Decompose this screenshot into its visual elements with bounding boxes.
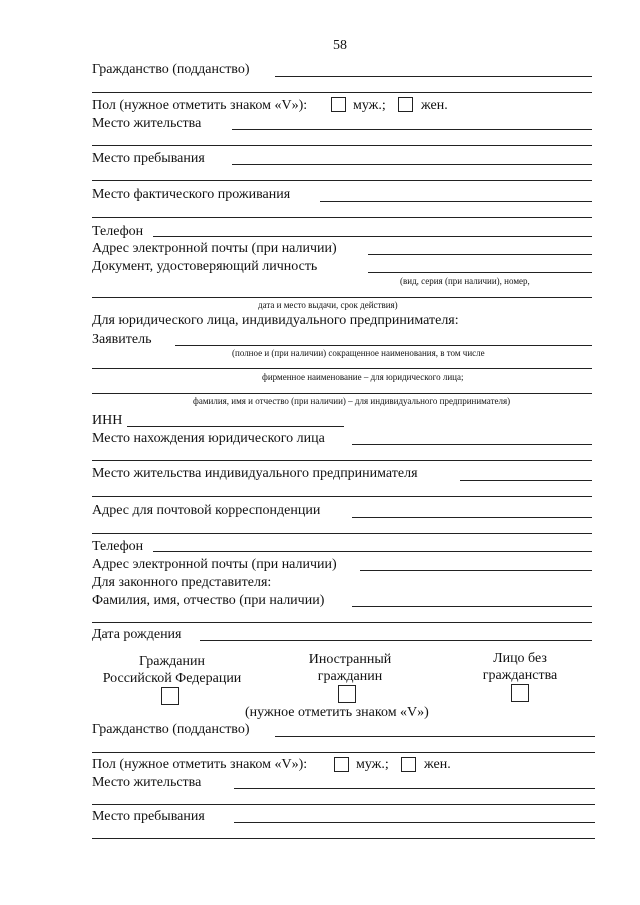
legal-phone-field[interactable] xyxy=(153,551,592,552)
inn-field[interactable] xyxy=(127,426,344,427)
rep-stay-field[interactable] xyxy=(234,822,595,823)
page-number: 58 xyxy=(333,38,347,53)
foreign-citizen-checkbox[interactable] xyxy=(338,685,356,703)
option-rf-citizen-line2: Российской Федерации xyxy=(102,671,242,686)
ie-residence-field-line2[interactable] xyxy=(92,496,592,497)
id-document-field-line2[interactable] xyxy=(92,297,592,298)
actual-residence-label: Место фактического проживания xyxy=(92,187,291,202)
ie-residence-field[interactable] xyxy=(460,480,592,481)
rep-sex-label: Пол (нужное отметить знаком «V»): xyxy=(92,757,308,772)
legal-location-label: Место нахождения юридического лица xyxy=(92,431,325,446)
option-stateless-line1: Лицо без xyxy=(493,651,547,666)
rep-female-checkbox[interactable] xyxy=(401,757,416,772)
rep-residence-field[interactable] xyxy=(234,788,595,789)
postal-address-field[interactable] xyxy=(352,517,592,518)
birth-date-label: Дата рождения xyxy=(92,627,182,642)
legal-location-field-line2[interactable] xyxy=(92,460,592,461)
legal-email-field[interactable] xyxy=(360,570,592,571)
legal-heading: Для юридического лица, индивидуального предпринимателя: xyxy=(92,313,459,328)
female-label: жен. xyxy=(421,98,448,113)
option-foreign-line1: Иностранный xyxy=(308,652,392,667)
rep-stay-label: Место пребывания xyxy=(92,809,205,824)
rep-citizenship-field-line2[interactable] xyxy=(92,752,595,753)
ie-residence-label: Место жительства индивидуального предпринимателя xyxy=(92,466,418,481)
representative-heading: Для законного представителя: xyxy=(92,575,272,590)
stay-field[interactable] xyxy=(232,164,592,165)
legal-email-label: Адрес электронной почты (при наличии) xyxy=(92,557,337,572)
citizenship-field-line2[interactable] xyxy=(92,92,592,93)
actual-residence-field[interactable] xyxy=(320,201,592,202)
applicant-label: Заявитель xyxy=(92,332,152,347)
email-field[interactable] xyxy=(368,254,592,255)
male-checkbox[interactable] xyxy=(331,97,346,112)
male-label: муж.; xyxy=(353,98,386,113)
id-document-field[interactable] xyxy=(368,272,592,273)
rep-name-field-line2[interactable] xyxy=(92,622,592,623)
rep-male-label: муж.; xyxy=(356,757,389,772)
citizenship-field[interactable] xyxy=(275,76,592,77)
stay-label: Место пребывания xyxy=(92,151,205,166)
stay-field-line2[interactable] xyxy=(92,180,592,181)
actual-residence-field-line2[interactable] xyxy=(92,217,592,218)
applicant-field-line3[interactable] xyxy=(92,393,592,394)
rf-citizen-checkbox[interactable] xyxy=(161,687,179,705)
applicant-hint3: фамилия, имя и отчество (при наличии) – для индивидуального предпринимателя) xyxy=(193,396,511,406)
residence-field-line2[interactable] xyxy=(92,145,592,146)
female-checkbox[interactable] xyxy=(398,97,413,112)
birth-date-field[interactable] xyxy=(200,640,592,641)
residence-label: Место жительства xyxy=(92,116,202,131)
citizenship-label: Гражданство (подданство) xyxy=(92,62,250,77)
applicant-hint: (полное и (при наличии) сокращенное наименования, в том числе xyxy=(232,348,485,358)
postal-address-field-line2[interactable] xyxy=(92,533,592,534)
phone-label: Телефон xyxy=(92,224,144,239)
rep-citizenship-field[interactable] xyxy=(275,736,595,737)
rep-stay-field-line2[interactable] xyxy=(92,838,595,839)
rep-citizenship-label: Гражданство (подданство) xyxy=(92,722,250,737)
option-foreign-line2: гражданин xyxy=(317,669,383,684)
applicant-hint2: фирменное наименование – для юридического лица; xyxy=(262,372,464,382)
option-rf-citizen-line1: Гражданин xyxy=(139,654,205,669)
inn-label: ИНН xyxy=(92,413,123,428)
rep-male-checkbox[interactable] xyxy=(334,757,349,772)
id-document-hint2: дата и место выдачи, срок действия) xyxy=(258,300,398,310)
rep-female-label: жен. xyxy=(424,757,451,772)
id-document-label: Документ, удостоверяющий личность xyxy=(92,259,318,274)
rep-residence-label: Место жительства xyxy=(92,775,202,790)
id-document-hint: (вид, серия (при наличии), номер, xyxy=(400,276,530,286)
applicant-field-line2[interactable] xyxy=(92,368,592,369)
residence-field[interactable] xyxy=(232,129,592,130)
rep-name-label: Фамилия, имя, отчество (при наличии) xyxy=(92,593,325,608)
option-stateless-line2: гражданства xyxy=(482,668,558,683)
rep-residence-field-line2[interactable] xyxy=(92,804,595,805)
legal-phone-label: Телефон xyxy=(92,539,144,554)
rep-name-field[interactable] xyxy=(352,606,592,607)
phone-field[interactable] xyxy=(153,236,592,237)
stateless-checkbox[interactable] xyxy=(511,684,529,702)
postal-address-label: Адрес для почтовой корреспонденции xyxy=(92,503,321,518)
legal-location-field[interactable] xyxy=(352,444,592,445)
applicant-field[interactable] xyxy=(175,345,592,346)
mark-hint: (нужное отметить знаком «V») xyxy=(245,705,429,720)
sex-label: Пол (нужное отметить знаком «V»): xyxy=(92,98,308,113)
email-label: Адрес электронной почты (при наличии) xyxy=(92,241,337,256)
